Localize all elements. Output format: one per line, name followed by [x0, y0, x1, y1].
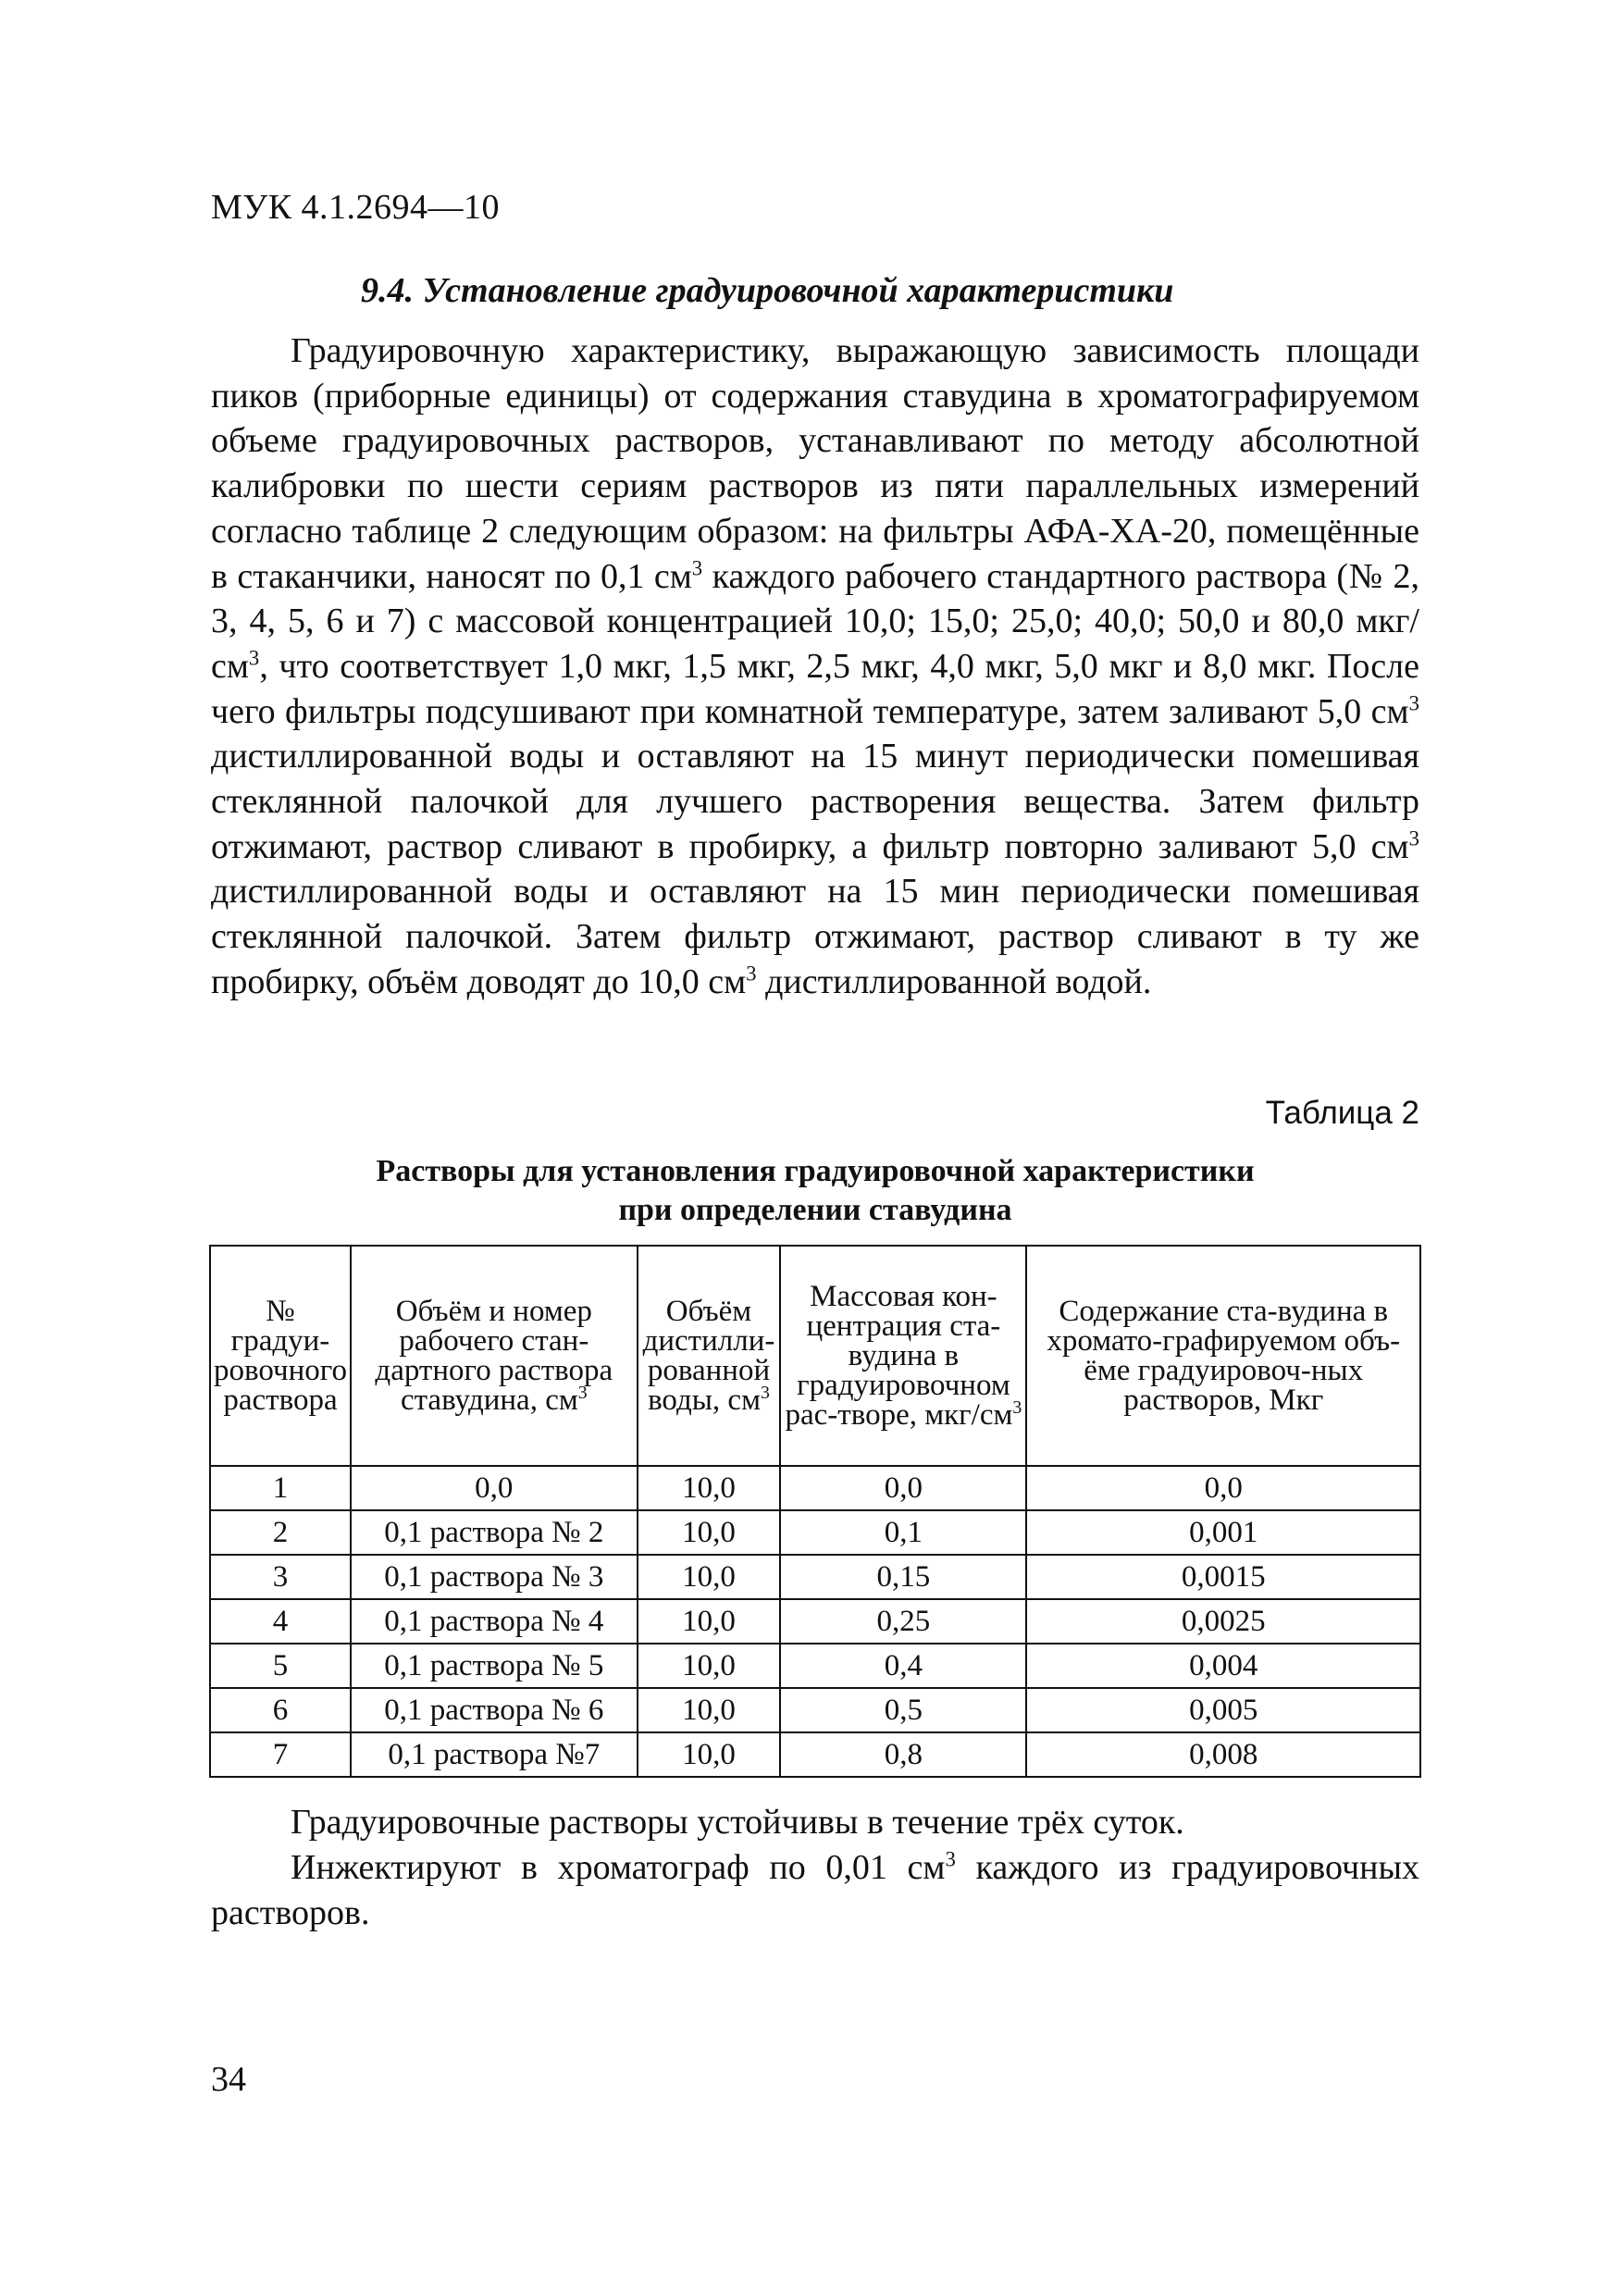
table-cell: 0,1 раствора № 5	[351, 1644, 638, 1688]
table-row	[210, 1732, 1420, 1777]
col-header-standard-volume: Объём и номер рабочего стан-дартного раствора ставудина, $см^3$	[351, 1246, 638, 1466]
table-cell: 4	[210, 1599, 351, 1644]
section-title: 9.4. Установление градуировочной характеристики	[361, 271, 1174, 310]
col-header-mass-concentration: Массовая кон-центрация ста-вудина в градуировочном рас-творе, мкг/$см^3$	[780, 1246, 1026, 1466]
table-cell: 0,1 раствора № 3	[351, 1555, 638, 1599]
table-cell: 0,5	[780, 1688, 1026, 1732]
table-cell: 0,15	[780, 1555, 1026, 1599]
table-cell: 0,0025	[1026, 1599, 1420, 1644]
table-cell: 0,005	[1026, 1688, 1420, 1732]
table-cell: 2	[210, 1510, 351, 1555]
table-cell: 0,1	[780, 1510, 1026, 1555]
injection-note: Инжектируют в хроматограф по 0,01 $см^3$ каждого из градуировочных растворов.	[211, 1847, 1419, 1932]
table-cell: 5	[210, 1644, 351, 1688]
col-header-water-volume: Объём дистилли-рованной воды, $см^3$	[638, 1246, 781, 1466]
table-cell: 0,8	[780, 1732, 1026, 1777]
table-row	[210, 1466, 1420, 1510]
table-row	[210, 1688, 1420, 1732]
table-row	[210, 1510, 1420, 1555]
table-cell: 10,0	[638, 1732, 781, 1777]
body-paragraph	[211, 329, 1419, 1005]
table-cell: 0,0	[351, 1466, 638, 1510]
table-cell: 0,004	[1026, 1644, 1420, 1688]
table-cell: 0,1 раствора № 6	[351, 1688, 638, 1732]
table-cell: 7	[210, 1732, 351, 1777]
table-cell: 0,0015	[1026, 1555, 1420, 1599]
table-caption-line2: при определении ставудина	[618, 1193, 1012, 1227]
paragraph-text: Градуировочную характеристику, выражающую зависимость площади пиков (приборные единицы) от содержания ставудина в хроматографируемом объеме градуировочных растворов, устанавливают по методу абсолютной калибровки по шести сериям растворов из пяти параллельных измерений согласно таблице 2 следующим образом: на фильтры АФА-ХА-20, помещённые в стаканчики, наносят по 0,1 $см^3$ каждого рабочего стандартного раствора (№ 2, 3, 4, 5, 6 и 7) с массовой концентрацией 10,0; 15,0; 25,0; 40,0; 50,0 и 80,0 мкг/$см^3$, что соответствует 1,0 мкг, 1,5 мкг, 2,5 мкг, 4,0 мкг, 5,0 мкг и 8,0 мкг. После чего фильтры подсушивают при комнатной температуре, затем заливают 5,0 $см^3$ дистиллированной воды и оставляют на 15 минут периодически помешивая стеклянной палочкой для лучшего растворения вещества. Затем фильтр отжимают, раствор сливают в пробирку, а фильтр повторно заливают 5,0 $см^3$ дистиллированной воды и оставляют на 15 мин периодически помешивая стеклянной палочкой. Затем фильтр отжимают, раствор сливают в ту же пробирку, объём доводят до 10,0 $см^3$ дистиллированной водой.	[211, 331, 1419, 1001]
table-cell: 0,1 раствора № 4	[351, 1599, 638, 1644]
table-cell: 3	[210, 1555, 351, 1599]
table-cell: 0,0	[780, 1466, 1026, 1510]
table-cell: 10,0	[638, 1555, 781, 1599]
col-header-content: Содержание ста-вудина в хромато-графируемом объ-ёме градуировоч-ных растворов, Мкг	[1026, 1246, 1420, 1466]
table-caption-line1: Растворы для установления градуировочной характеристики	[376, 1154, 1255, 1188]
table-cell: 10,0	[638, 1599, 781, 1644]
calibration-table	[209, 1245, 1421, 1778]
table-row	[210, 1644, 1420, 1688]
col-header-solution-number: № градуи-ровочного раствора	[210, 1246, 351, 1466]
table-cell: 1	[210, 1466, 351, 1510]
table-cell: 0,4	[780, 1644, 1026, 1688]
table-row	[210, 1599, 1420, 1644]
table-cell: 10,0	[638, 1688, 781, 1732]
table-cell: 6	[210, 1688, 351, 1732]
document-header: МУК 4.1.2694—10	[211, 188, 501, 227]
table-cell: 0,1 раствора №7	[351, 1732, 638, 1777]
table-cell: 10,0	[638, 1466, 781, 1510]
table-row	[210, 1555, 1420, 1599]
table-cell: 0,0	[1026, 1466, 1420, 1510]
table-caption	[211, 1152, 1419, 1230]
table-cell: 0,1 раствора № 2	[351, 1510, 638, 1555]
table-label: Таблица 2	[1265, 1095, 1419, 1131]
table-cell: 0,001	[1026, 1510, 1420, 1555]
after-table-text	[211, 1800, 1419, 1936]
table-cell: 0,25	[780, 1599, 1026, 1644]
table-cell: 10,0	[638, 1510, 781, 1555]
table-header-row	[210, 1246, 1420, 1466]
stability-note: Градуировочные растворы устойчивы в течение трёх суток.	[291, 1803, 1184, 1842]
table-cell: 10,0	[638, 1644, 781, 1688]
page-number: 34	[211, 2060, 246, 2099]
table-cell: 0,008	[1026, 1732, 1420, 1777]
